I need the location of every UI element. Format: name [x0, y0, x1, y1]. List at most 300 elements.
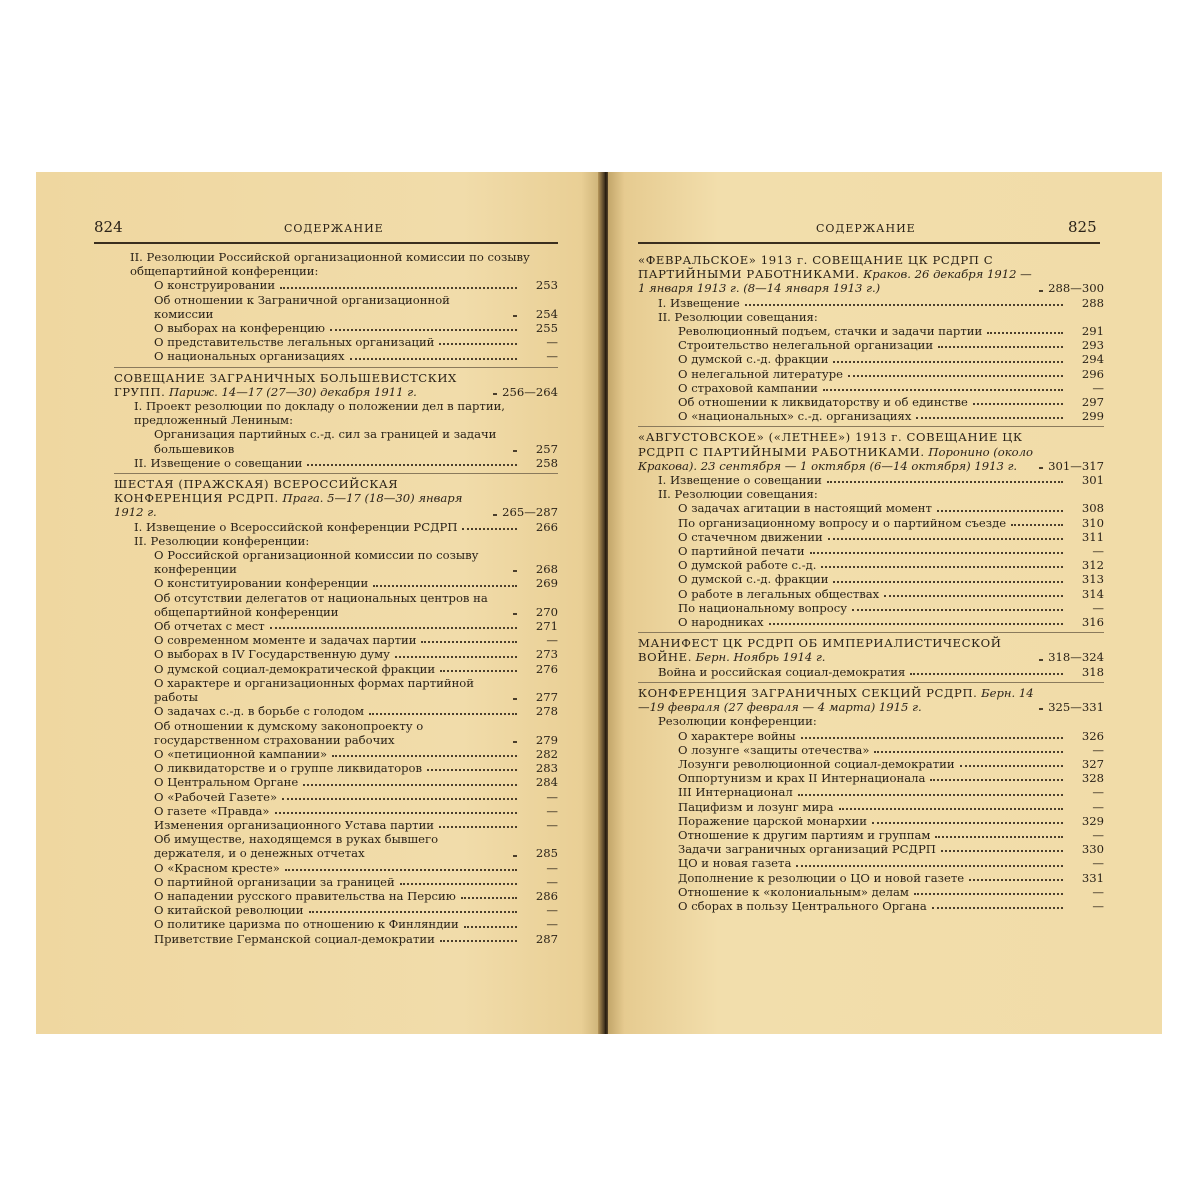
entry-page-number: 265—287	[502, 505, 558, 520]
toc-entry	[638, 395, 1104, 409]
entry-title-text: О характере и организационных формах партийной работы	[154, 675, 475, 705]
entry-page-number: —	[1092, 600, 1104, 615]
entry-page-number: 266	[535, 519, 558, 534]
entry-title-text: Поражение царской монархии	[678, 813, 867, 828]
dot-leader	[513, 855, 517, 857]
entry-title-text: Об отношении к думскому законопроекту о государственном страховании рабочих	[154, 718, 424, 747]
toc-entry	[638, 743, 1104, 757]
toc-section-entry	[114, 477, 558, 520]
dot-leader	[282, 798, 517, 800]
toc-section-entry	[114, 371, 558, 399]
toc-entry	[114, 804, 558, 818]
toc-entry	[114, 321, 558, 335]
dot-leader	[421, 641, 517, 643]
dot-leader	[395, 656, 517, 658]
entry-page-number: —	[1092, 380, 1104, 395]
toc-entry	[114, 349, 558, 363]
dot-leader	[937, 510, 1063, 512]
entry-place-date: Прага. 5—17 (18—30) января 1912 г.	[114, 491, 463, 520]
entry-title	[638, 686, 1034, 714]
entry-title	[638, 430, 1034, 473]
entry-page-number: 325—331	[1048, 700, 1104, 715]
toc-entry	[638, 367, 1104, 381]
entry-title	[678, 395, 968, 409]
toc-entry	[114, 790, 558, 804]
entry-page-number: 326	[1081, 728, 1104, 743]
entry-title-text: О нелегальной литературе	[678, 366, 844, 381]
entry-title	[154, 790, 277, 804]
entry-title	[678, 856, 791, 870]
entry-title-text: О думской работе с.-д.	[678, 558, 817, 573]
entry-title	[678, 338, 933, 352]
toc-entry	[114, 399, 558, 427]
entry-title-text: О конституировании конференции	[154, 576, 369, 591]
toc-entry	[638, 714, 1104, 728]
toc-entry	[638, 544, 1104, 558]
dot-leader	[935, 836, 1063, 838]
dot-leader	[874, 751, 1063, 753]
dot-leader	[350, 358, 517, 360]
entry-title	[638, 636, 1034, 664]
open-book	[36, 172, 1162, 1034]
entry-title	[678, 367, 843, 381]
entry-title-text: Об имуществе, находящемся в руках бывшего держателя, и о денежных отчетах	[154, 832, 439, 861]
entry-title-text: II. Резолюции Российской организационной комиссии по созыву общепартийной конференции:	[130, 250, 530, 279]
entry-title-text: СОВЕЩАНИЕ ЗАГРАНИЧНЫХ БОЛЬШЕВИСТСКИХ ГРУПП.	[114, 370, 457, 399]
toc-entry	[638, 381, 1104, 395]
entry-title	[678, 785, 793, 799]
entry-title	[678, 729, 796, 743]
toc-entry	[638, 338, 1104, 352]
toc-entry	[114, 633, 558, 647]
entry-page-number: 291	[1081, 324, 1104, 339]
entry-page-number: —	[546, 917, 558, 932]
entry-page-number: 288—300	[1048, 281, 1104, 296]
entry-title	[154, 903, 304, 917]
toc-entry	[638, 587, 1104, 601]
entry-page-number: —	[1092, 884, 1104, 899]
dot-leader	[828, 538, 1063, 540]
entry-place-date: Париж. 14—17 (27—30) декабря 1911 г.	[165, 384, 417, 399]
entry-title-text: Изменения организационного Устава партии	[154, 817, 435, 832]
dot-leader	[440, 670, 517, 672]
toc-entry	[638, 800, 1104, 814]
entry-title	[154, 676, 508, 704]
dot-leader	[462, 528, 517, 530]
entry-page-number: 256—264	[502, 384, 558, 399]
entry-page-number: 283	[535, 761, 558, 776]
entry-title	[678, 615, 764, 629]
toc-entry	[114, 775, 558, 789]
entry-title-text: Об отношении к Заграничной организационной комиссии	[154, 292, 450, 321]
entry-title	[154, 349, 345, 363]
entry-page-number: 314	[1081, 586, 1104, 601]
entry-page-number: —	[1092, 856, 1104, 871]
entry-page-number: 329	[1081, 813, 1104, 828]
entry-title-text: О Российской организационной комиссии по созыву конференции	[154, 548, 479, 577]
entry-title-text: Революционный подъем, стачки и задачи партии	[678, 324, 983, 339]
dot-leader	[440, 940, 517, 942]
dot-leader	[827, 481, 1063, 483]
toc-entry	[114, 647, 558, 661]
entry-title-text: III Интернационал	[678, 785, 793, 800]
entry-title	[154, 548, 508, 576]
entry-page-number: —	[1092, 898, 1104, 913]
entry-title-text: Оппортунизм и крах II Интернационала	[678, 771, 926, 786]
entry-title	[154, 293, 508, 321]
entry-page-number: —	[546, 874, 558, 889]
entry-title-text: I. Извещение о совещании	[658, 473, 822, 488]
entry-title-text: Об отчетах с мест	[154, 619, 265, 634]
toc-entry	[638, 501, 1104, 515]
page-number-left: 824	[94, 218, 123, 236]
entry-title-text: О партийной организации за границей	[154, 874, 395, 889]
entry-title	[134, 456, 302, 470]
dot-leader	[493, 393, 497, 395]
toc-entry	[114, 719, 558, 747]
entry-title-text: О думской социал-демократической фракции	[154, 661, 436, 676]
toc-entry	[638, 828, 1104, 842]
entry-title	[678, 501, 932, 515]
entry-title	[154, 747, 327, 761]
entry-title	[154, 804, 270, 818]
toc-entry	[114, 427, 558, 455]
entry-title	[678, 743, 869, 757]
left-page	[36, 172, 604, 1034]
entry-title	[678, 871, 964, 885]
toc-entry	[638, 601, 1104, 615]
toc-entry	[638, 856, 1104, 870]
toc-entry	[114, 520, 558, 534]
dot-leader	[973, 403, 1063, 405]
entry-page-number: 327	[1081, 756, 1104, 771]
entry-title	[658, 473, 822, 487]
dot-leader	[833, 361, 1063, 363]
dot-leader	[960, 765, 1063, 767]
toc-entry	[114, 335, 558, 349]
dot-leader	[332, 755, 517, 757]
entry-page-number: —	[1092, 799, 1104, 814]
entry-page-number: 310	[1081, 515, 1104, 530]
entry-title	[678, 352, 828, 366]
dot-leader	[848, 375, 1063, 377]
entry-title	[678, 572, 828, 586]
entry-title	[678, 544, 805, 558]
entry-title-text: Отношение к другим партиям и группам	[678, 827, 931, 842]
entry-title-text: О думской с.-д. фракции	[678, 572, 829, 587]
entry-title-text: I. Извещение о Всероссийской конференции РСДРП	[134, 519, 458, 534]
toc-entry	[114, 747, 558, 761]
entry-place-date: Поронино (около Кракова). 23 сентября — 1 октября (6—14 октября) 1913 г.	[638, 444, 1034, 473]
entry-title-text: ЦО и новая газета	[678, 856, 792, 871]
entry-page-number: 297	[1081, 395, 1104, 410]
dot-leader	[823, 389, 1063, 391]
dot-leader	[745, 304, 1063, 306]
entry-title	[154, 591, 508, 619]
entry-page-number: 285	[535, 846, 558, 861]
toc-entry	[114, 889, 558, 903]
entry-title	[678, 899, 927, 913]
dot-leader	[439, 826, 517, 828]
entry-page-number: 294	[1081, 352, 1104, 367]
entry-page-number: 277	[535, 690, 558, 705]
entry-page-number: 313	[1081, 572, 1104, 587]
entry-title	[678, 530, 823, 544]
dot-leader	[839, 808, 1063, 810]
entry-title-text: О политике царизма по отношению к Финляндии	[154, 917, 459, 932]
toc-entry	[114, 293, 558, 321]
dot-leader	[914, 893, 1063, 895]
entry-title-text: О национальных организациях	[154, 349, 345, 364]
entry-title-text: О «Красном кресте»	[154, 860, 280, 875]
entry-page-number: 282	[535, 746, 558, 761]
page-number-right: 825	[1068, 218, 1097, 236]
entry-title	[154, 875, 395, 889]
toc-entry	[638, 352, 1104, 366]
toc-entry	[638, 572, 1104, 586]
entry-title	[678, 381, 818, 395]
entry-title	[658, 714, 1104, 728]
entry-page-number: 311	[1081, 529, 1104, 544]
dot-leader	[464, 926, 517, 928]
entry-title	[154, 335, 434, 349]
dot-leader	[513, 741, 517, 743]
entry-title-text: О «Рабочей Газете»	[154, 789, 278, 804]
entry-title	[154, 917, 459, 931]
dot-leader	[427, 769, 517, 771]
entry-title-text: I. Проект резолюции по докладу о положении дел в партии, предложенный Лениным:	[134, 399, 505, 428]
entry-title-text: О выборах в IV Государственную думу	[154, 647, 390, 662]
entry-place-date: Берн. Ноябрь 1914 г.	[692, 650, 826, 665]
dot-leader	[513, 613, 517, 615]
entry-page-number: 301	[1081, 473, 1104, 488]
entry-title	[154, 932, 435, 946]
dot-leader	[461, 897, 517, 899]
entry-page-number: —	[546, 803, 558, 818]
toc-section-entry	[638, 253, 1104, 296]
entry-title	[678, 885, 909, 899]
entry-page-number: 288	[1081, 295, 1104, 310]
entry-page-number: —	[546, 335, 558, 350]
entry-title	[134, 534, 558, 548]
entry-page-number: 296	[1081, 366, 1104, 381]
entry-title-text: II. Извещение о совещании	[134, 455, 303, 470]
toc-section-entry	[638, 430, 1104, 473]
dot-leader	[439, 343, 517, 345]
dot-leader	[493, 514, 497, 516]
entry-title-text: О «национальных» с.-д. организациях	[678, 409, 912, 424]
toc-entry	[114, 903, 558, 917]
entry-title	[678, 587, 879, 601]
dot-leader	[513, 698, 517, 700]
entry-title-text: Пацифизм и лозунг мира	[678, 799, 834, 814]
toc-entry	[638, 516, 1104, 530]
entry-title-text: Приветствие Германской социал-демократии	[154, 931, 435, 946]
right-page	[608, 172, 1162, 1034]
dot-leader	[910, 673, 1063, 675]
toc-entry	[638, 558, 1104, 572]
entry-title-text: Война и российская социал-демократия	[658, 664, 906, 679]
dot-leader	[796, 865, 1063, 867]
toc-right	[638, 250, 1104, 913]
dot-leader	[833, 581, 1063, 583]
entry-title-text: О работе в легальных обществах	[678, 586, 880, 601]
toc-entry	[638, 296, 1104, 310]
dot-leader	[769, 623, 1063, 625]
entry-title	[658, 296, 740, 310]
entry-title-text: ШЕСТАЯ (ПРАЖСКАЯ) ВСЕРОССИЙСКАЯ КОНФЕРЕНЦИЯ РСДРП.	[114, 477, 399, 506]
dot-leader	[330, 329, 517, 331]
entry-page-number: 271	[535, 619, 558, 634]
toc-entry	[638, 757, 1104, 771]
entry-title-text: КОНФЕРЕНЦИЯ ЗАГРАНИЧНЫХ СЕКЦИЙ РСДРП.	[638, 685, 978, 700]
entry-title-text: О нападении русского правительства на Персию	[154, 888, 456, 903]
toc-entry	[638, 899, 1104, 913]
dot-leader	[1039, 708, 1043, 710]
toc-entry	[638, 814, 1104, 828]
entry-page-number: —	[1092, 742, 1104, 757]
section-divider	[638, 682, 1104, 683]
entry-page-number: 273	[535, 647, 558, 662]
entry-page-number: —	[1092, 544, 1104, 559]
entry-page-number: 318—324	[1048, 650, 1104, 665]
dot-leader	[821, 566, 1063, 568]
entry-title-text: О представительстве легальных организаций	[154, 335, 435, 350]
entry-title-text: О газете «Правда»	[154, 803, 270, 818]
toc-entry	[114, 875, 558, 889]
entry-title-text: Строительство нелегальной организации	[678, 338, 934, 353]
dot-leader	[810, 552, 1063, 554]
entry-title-text: По организационному вопросу и о партийном съезде	[678, 515, 1007, 530]
entry-title	[154, 832, 508, 860]
entry-title	[154, 662, 435, 676]
entry-title-text: О задачах агитации в настоящий момент	[678, 501, 932, 516]
dot-leader	[513, 315, 517, 317]
toc-entry	[114, 704, 558, 718]
entry-page-number: 308	[1081, 501, 1104, 516]
entry-title-text: Резолюции конференции:	[658, 714, 817, 729]
entry-page-number: 330	[1081, 842, 1104, 857]
dot-leader	[1039, 659, 1043, 661]
entry-title	[154, 633, 416, 647]
dot-leader	[798, 794, 1063, 796]
header-rule-left	[94, 242, 558, 244]
entry-title	[678, 800, 834, 814]
entry-title-text: II. Резолюции совещания:	[658, 487, 818, 502]
entry-page-number: 253	[535, 278, 558, 293]
entry-title	[678, 324, 982, 338]
entry-page-number: 269	[535, 576, 558, 591]
toc-entry	[114, 548, 558, 576]
entry-title-text: О выборах на конференцию	[154, 321, 325, 336]
dot-leader	[275, 812, 517, 814]
dot-leader	[307, 464, 517, 466]
dot-leader	[1039, 290, 1043, 292]
entry-page-number: —	[546, 633, 558, 648]
entry-title	[678, 814, 867, 828]
entry-title	[678, 771, 925, 785]
entry-title	[134, 399, 558, 427]
toc-entry	[114, 861, 558, 875]
header-rule-right	[638, 242, 1100, 244]
entry-title	[154, 761, 422, 775]
entry-page-number: 284	[535, 775, 558, 790]
section-divider	[114, 367, 558, 368]
section-divider	[638, 632, 1104, 633]
toc-section-entry	[638, 636, 1104, 664]
toc-entry	[114, 818, 558, 832]
dot-leader	[930, 779, 1063, 781]
dot-leader	[852, 609, 1063, 611]
dot-leader	[309, 911, 517, 913]
entry-title	[134, 520, 457, 534]
dot-leader	[369, 713, 517, 715]
entry-title-text: О стачечном движении	[678, 529, 823, 544]
entry-title	[678, 516, 1006, 530]
toc-entry	[638, 665, 1104, 679]
entry-title	[154, 647, 390, 661]
entry-title-text: О страховой кампании	[678, 380, 818, 395]
entry-title	[154, 427, 508, 455]
entry-title	[678, 842, 936, 856]
entry-page-number: 255	[535, 321, 558, 336]
toc-entry	[114, 591, 558, 619]
dot-leader	[303, 784, 517, 786]
entry-title-text: Задачи заграничных организаций РСДРП	[678, 842, 936, 857]
toc-entry	[114, 662, 558, 676]
entry-page-number: —	[546, 903, 558, 918]
entry-title-text: «ФЕВРАЛЬСКОЕ» 1913 г. СОВЕЩАНИЕ ЦК РСДРП С ПАРТИЙНЫМИ РАБОТНИКАМИ.	[638, 253, 994, 282]
dot-leader	[513, 450, 517, 452]
entry-title-text: МАНИФЕСТ ЦК РСДРП ОБ ИМПЕРИАЛИСТИЧЕСКОЙ ВОЙНЕ.	[638, 636, 1002, 665]
entry-title-text: О лозунге «защиты отечества»	[678, 742, 870, 757]
toc-entry	[638, 473, 1104, 487]
dot-leader	[270, 627, 517, 629]
entry-title-text: О современном моменте и задачах партии	[154, 633, 417, 648]
section-divider	[114, 473, 558, 474]
entry-page-number: —	[546, 860, 558, 875]
entry-title-text: Об отсутствии делегатов от национальных центров на общепартийной конференции	[154, 590, 488, 619]
entry-page-number: —	[546, 349, 558, 364]
toc-entry	[114, 832, 558, 860]
entry-title	[638, 253, 1034, 296]
section-divider	[638, 426, 1104, 427]
dot-leader	[872, 822, 1063, 824]
entry-page-number: 316	[1081, 615, 1104, 630]
toc-entry	[114, 456, 558, 470]
entry-page-number: 268	[535, 562, 558, 577]
entry-page-number: 299	[1081, 409, 1104, 424]
entry-title	[114, 477, 488, 520]
entry-title	[154, 775, 298, 789]
toc-entry	[638, 310, 1104, 324]
entry-title-text: О «петиционной кампании»	[154, 746, 328, 761]
toc-entry	[114, 761, 558, 775]
entry-title-text: О думской с.-д. фракции	[678, 352, 829, 367]
entry-title	[658, 665, 905, 679]
entry-page-number: —	[546, 817, 558, 832]
entry-title-text: Лозунги революционной социал-демократии	[678, 756, 955, 771]
dot-leader	[884, 595, 1063, 597]
entry-page-number: 278	[535, 704, 558, 719]
running-head-right: СОДЕРЖАНИЕ	[816, 222, 916, 235]
entry-title	[154, 704, 364, 718]
entry-title-text: Отношение к «колониальным» делам	[678, 884, 909, 899]
entry-title-text: О характере войны	[678, 728, 796, 743]
toc-entry	[114, 576, 558, 590]
dot-leader	[373, 585, 517, 587]
entry-page-number: 270	[535, 604, 558, 619]
